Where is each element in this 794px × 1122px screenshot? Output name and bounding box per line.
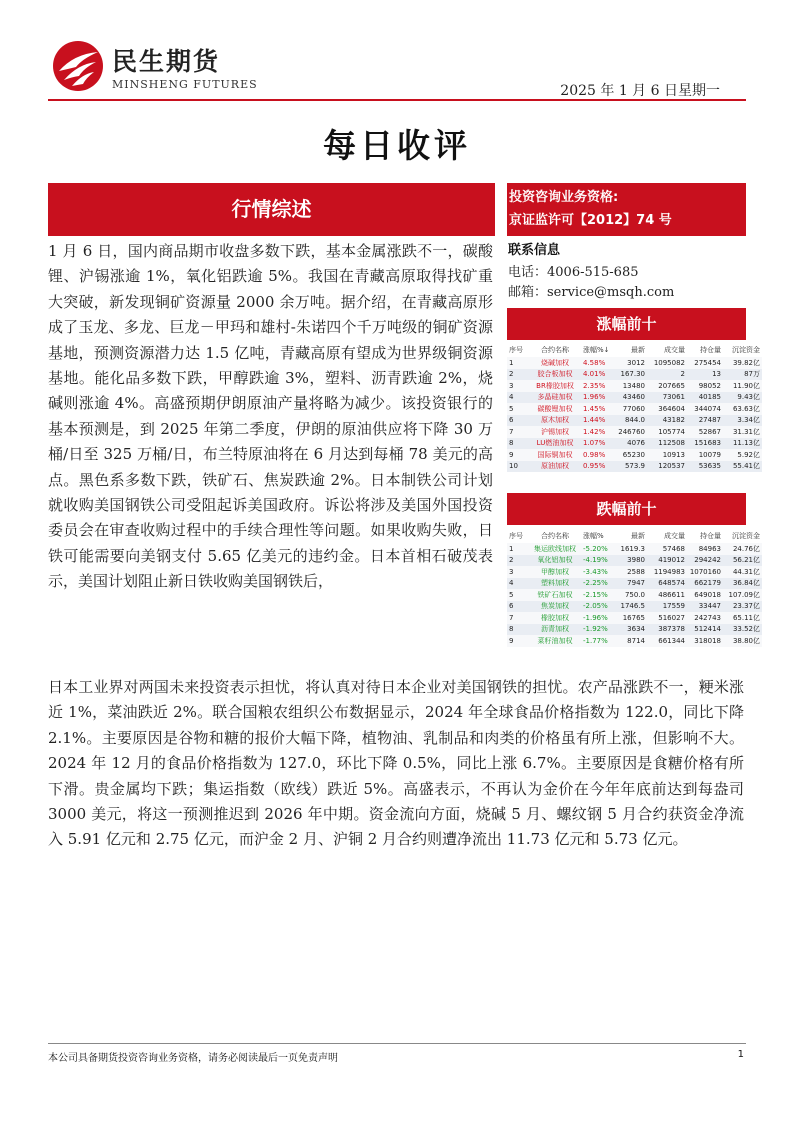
column-header: 成交量 — [664, 346, 685, 354]
table-cell: 塑料加权 — [529, 578, 581, 590]
table-cell: 2588 — [615, 566, 647, 578]
contact-heading: 联系信息 — [508, 243, 561, 258]
table-cell: 7 — [507, 426, 529, 438]
table-cell: 2 — [647, 369, 687, 381]
table-cell: -3.43% — [581, 566, 615, 578]
column-header: 最新 — [631, 346, 645, 354]
table-cell: -5.20% — [581, 543, 615, 555]
table-cell: 10913 — [647, 449, 687, 461]
table-cell: 国际铜加权 — [529, 449, 581, 461]
table-cell: 5 — [507, 403, 529, 415]
report-date: 2025 年 1 月 6 日星期一 — [560, 83, 720, 99]
table-cell: 多晶硅加权 — [529, 392, 581, 404]
section-title-banner: 行情综述 — [48, 183, 495, 236]
table-cell: 0.95% — [581, 461, 615, 473]
page-title: 每日收评 — [323, 126, 471, 165]
table-cell: 11.13亿 — [723, 438, 762, 450]
footer-disclaimer: 本公司具备期货投资咨询业务资格，请务必阅读最后一页免责声明 — [48, 1053, 338, 1064]
table-cell: 207665 — [647, 380, 687, 392]
column-header: 持仓量 — [700, 346, 721, 354]
table-cell: 3 — [507, 566, 529, 578]
table-cell: 3.34亿 — [723, 415, 762, 427]
table-cell: -1.92% — [581, 624, 615, 636]
table-cell: 8 — [507, 438, 529, 450]
table-cell: 17559 — [647, 601, 687, 613]
table-cell: 65230 — [615, 449, 647, 461]
table-cell: 1.42% — [581, 426, 615, 438]
table-cell: 6 — [507, 415, 529, 427]
table-cell: 84963 — [687, 543, 723, 555]
table-cell: 1.96% — [581, 392, 615, 404]
brand-name-en: MINSHENG FUTURES — [112, 78, 258, 91]
qualification-box — [507, 183, 746, 236]
table-cell: 33.52亿 — [723, 624, 762, 636]
table-cell: 氧化铝加权 — [529, 555, 581, 567]
table-row — [507, 403, 762, 415]
column-header: 序号 — [509, 532, 523, 540]
table-cell: 6 — [507, 601, 529, 613]
table-cell: 648574 — [647, 578, 687, 590]
table-cell: 167.30 — [615, 369, 647, 381]
table-cell: 1 — [507, 543, 529, 555]
table-cell: 8 — [507, 624, 529, 636]
table-cell: 40185 — [687, 392, 723, 404]
table-cell: 原木加权 — [529, 415, 581, 427]
table-cell: 246760 — [615, 426, 647, 438]
table-row — [507, 601, 762, 613]
column-header: 成交量 — [664, 532, 685, 540]
table-cell: 10 — [507, 461, 529, 473]
top-losers-title: 跌幅前十 — [507, 493, 746, 525]
table-cell: -2.05% — [581, 601, 615, 613]
table-cell: 55.41亿 — [723, 461, 762, 473]
table-cell: 沪锡加权 — [529, 426, 581, 438]
table-cell: 7947 — [615, 578, 647, 590]
table-cell: 1095082 — [647, 357, 687, 369]
table-cell: 43460 — [615, 392, 647, 404]
table-cell: 38.80亿 — [723, 635, 762, 647]
table-cell: LU燃油加权 — [529, 438, 581, 450]
table-cell: 1070160 — [687, 566, 723, 578]
table-cell: 44.31亿 — [723, 566, 762, 578]
table-cell: 1.45% — [581, 403, 615, 415]
table-cell: 39.82亿 — [723, 357, 762, 369]
table-cell: 2 — [507, 369, 529, 381]
table-cell: 516027 — [647, 612, 687, 624]
table-cell: 9.43亿 — [723, 392, 762, 404]
table-cell: 焦炭加权 — [529, 601, 581, 613]
table-cell: 649018 — [687, 589, 723, 601]
top-gainers-table — [507, 343, 762, 472]
table-cell: 原油加权 — [529, 461, 581, 473]
table-cell: 73061 — [647, 392, 687, 404]
table-cell: 344074 — [687, 403, 723, 415]
table-cell: 2.35% — [581, 380, 615, 392]
table-cell: 98052 — [687, 380, 723, 392]
table-cell: 512414 — [687, 624, 723, 636]
table-cell: 112508 — [647, 438, 687, 450]
page-number: 1 — [737, 1049, 744, 1060]
table-cell: 318018 — [687, 635, 723, 647]
table-row — [507, 461, 762, 473]
table-cell: 43182 — [647, 415, 687, 427]
table-cell: 242743 — [687, 612, 723, 624]
table-cell: 5.92亿 — [723, 449, 762, 461]
table-cell: 甲醇加权 — [529, 566, 581, 578]
table-cell: 294242 — [687, 555, 723, 567]
table-cell: 750.0 — [615, 589, 647, 601]
table-row — [507, 357, 762, 369]
table-cell: 烧碱加权 — [529, 357, 581, 369]
table-cell: 63.63亿 — [723, 403, 762, 415]
table-cell: 碳酸锂加权 — [529, 403, 581, 415]
top-gainers-title: 涨幅前十 — [507, 308, 746, 340]
column-header: 序号 — [509, 346, 523, 354]
market-summary-paragraph-continued: 日本工业界对两国未来投资表示担忧，将认真对待日本企业对美国钢铁的担忧。农产品涨跌不一，粳米涨近 1%，菜油跌近 2%。联合国粮农组织公布数据显示，2024 年全球食品价格指数为 122.0，同比下降 2.1%。主要原因是谷物和糖的报价大幅下降，植物油、乳制品和肉类的价格虽有所上涨，但影响不大。2024 年 12 月的食品价格指数为 127.0，环比下降 0.5%，同比上涨 6.7%。主要原因是食糖价格有所下滑。贵金属均下跌；集运指数（欧线）跌近 5%。高盛表示，不再认为金价在今年年底前达到每盎司 3000 美元，将这一预测推迟到 2026 年中期。资金流向方面，烧碱 5 月、螺纹钢 5 月合约获资金净流入 5.91 亿元和 2.75 亿元，而沪金 2 月、沪铜 2 月合约则遭净流出 11.73 亿元和 5.73 亿元。 — [48, 678, 744, 849]
table-cell: 1.44% — [581, 415, 615, 427]
qualification-line-1: 投资咨询业务资格: — [509, 190, 619, 205]
table-cell: -4.19% — [581, 555, 615, 567]
market-summary-paragraph: 1 月 6 日，国内商品期市收盘多数下跌，基本金属涨跌不一，碳酸锂、沪锡涨逾 1%，氧化铝跌逾 5%。我国在青藏高原取得找矿重大突破，新发现铜矿资源量 2000 余万吨。据介绍，在青藏高原形成了玉龙、多龙、巨龙－甲玛和雄村-朱诺四个千万吨级的铜矿资源基地，预测资源潜力达 1.5 亿吨，青藏高原有望成为世界级铜资源基地。能化品多数下跌，甲醇跌逾 3%，塑料、沥青跌逾 2%，烧碱则涨逾 4%。高盛预期伊朗原油产量将略为减少。该投资银行的基本预测是，到 2025 年第二季度，伊朗的原油供应将下降 30 万桶/日至 325 万桶/日，布兰特原油将在 6 月达到每桶 78 美元的高点。黑色系多数下跌，铁矿石、焦炭跌逾 2%。日本制铁公司计划就收购美国钢铁公司受阻起诉美国政府。诉讼将涉及美国外国投资委员会在审查收购过程中的手续合理性等问题。如果收购失败，日铁可能需要向美钢支付 5.65 亿美元的违约金。日本首相石破茂表示，美国计划阻止新日铁收购美国钢铁后， — [48, 242, 493, 591]
table-row — [507, 369, 762, 381]
table-cell: 沥青加权 — [529, 624, 581, 636]
table-row — [507, 380, 762, 392]
header-divider — [48, 99, 746, 101]
table-cell: 53635 — [687, 461, 723, 473]
table-cell: 387378 — [647, 624, 687, 636]
table-cell: 5 — [507, 589, 529, 601]
table-row — [507, 543, 762, 555]
table-cell: 0.98% — [581, 449, 615, 461]
table-cell: 1.07% — [581, 438, 615, 450]
table-cell: 菜籽油加权 — [529, 635, 581, 647]
table-cell: 56.21亿 — [723, 555, 762, 567]
table-row — [507, 449, 762, 461]
column-header: 涨幅%↓ — [583, 346, 610, 354]
table-cell: 铁矿石加权 — [529, 589, 581, 601]
table-row — [507, 624, 762, 636]
table-row — [507, 612, 762, 624]
column-header: 合约名称 — [541, 532, 569, 540]
table-row — [507, 415, 762, 427]
table-cell: 107.09亿 — [723, 589, 762, 601]
table-row — [507, 589, 762, 601]
column-header: 持仓量 — [700, 532, 721, 540]
table-cell: 27487 — [687, 415, 723, 427]
table-cell: -2.25% — [581, 578, 615, 590]
table-cell: 661344 — [647, 635, 687, 647]
table-row — [507, 392, 762, 404]
table-cell: 23.37亿 — [723, 601, 762, 613]
column-header: 最新 — [631, 532, 645, 540]
table-cell: 橡胶加权 — [529, 612, 581, 624]
column-header: 合约名称 — [541, 346, 569, 354]
table-cell: 4 — [507, 392, 529, 404]
column-header: 涨幅% — [583, 532, 604, 540]
table-cell: 3980 — [615, 555, 647, 567]
table-row — [507, 426, 762, 438]
table-cell: 3634 — [615, 624, 647, 636]
column-header: 沉淀资金 — [732, 346, 760, 354]
column-header: 沉淀资金 — [732, 532, 760, 540]
table-cell: 8714 — [615, 635, 647, 647]
table-cell: 52867 — [687, 426, 723, 438]
top-losers-table — [507, 529, 762, 647]
table-cell: -1.96% — [581, 612, 615, 624]
table-cell: 419012 — [647, 555, 687, 567]
table-row — [507, 578, 762, 590]
contact-email: 邮箱：service@msqh.com — [508, 285, 675, 300]
table-cell: 33447 — [687, 601, 723, 613]
table-cell: 31.31亿 — [723, 426, 762, 438]
table-cell: 573.9 — [615, 461, 647, 473]
table-cell: 1 — [507, 357, 529, 369]
table-cell: 集运欧线加权 — [529, 543, 581, 555]
table-cell: 1619.3 — [615, 543, 647, 555]
table-cell: 3012 — [615, 357, 647, 369]
table-cell: 10079 — [687, 449, 723, 461]
table-cell: 120537 — [647, 461, 687, 473]
table-cell: 364604 — [647, 403, 687, 415]
company-logo-icon — [52, 40, 104, 92]
table-row — [507, 555, 762, 567]
table-cell: 16765 — [615, 612, 647, 624]
table-cell: 486611 — [647, 589, 687, 601]
table-cell: 2 — [507, 555, 529, 567]
table-cell: 1746.5 — [615, 601, 647, 613]
table-header-row — [507, 529, 762, 543]
table-cell: 3 — [507, 380, 529, 392]
footer-divider — [48, 1043, 746, 1044]
table-cell: 7 — [507, 612, 529, 624]
table-cell: 77060 — [615, 403, 647, 415]
table-cell: 1194983 — [647, 566, 687, 578]
table-cell: 13480 — [615, 380, 647, 392]
table-cell: 105774 — [647, 426, 687, 438]
table-cell: 36.84亿 — [723, 578, 762, 590]
table-cell: 662179 — [687, 578, 723, 590]
table-cell: 胶合板加权 — [529, 369, 581, 381]
qualification-line-2: 京证监许可【2012】74 号 — [509, 213, 672, 228]
table-cell: 57468 — [647, 543, 687, 555]
table-cell: -2.15% — [581, 589, 615, 601]
table-cell: 4.58% — [581, 357, 615, 369]
table-cell: 65.11亿 — [723, 612, 762, 624]
table-cell: 844.0 — [615, 415, 647, 427]
table-cell: 11.90亿 — [723, 380, 762, 392]
table-cell: -1.77% — [581, 635, 615, 647]
table-cell: 4 — [507, 578, 529, 590]
table-row — [507, 635, 762, 647]
table-cell: 87万 — [723, 369, 762, 381]
table-cell: 24.76亿 — [723, 543, 762, 555]
table-row — [507, 566, 762, 578]
table-cell: 13 — [687, 369, 723, 381]
contact-phone: 电话：4006-515-685 — [508, 265, 639, 280]
table-cell: 4076 — [615, 438, 647, 450]
table-cell: 151683 — [687, 438, 723, 450]
table-cell: 275454 — [687, 357, 723, 369]
table-cell: 9 — [507, 449, 529, 461]
table-cell: 9 — [507, 635, 529, 647]
table-cell: 4.01% — [581, 369, 615, 381]
table-row — [507, 438, 762, 450]
table-cell: BR橡胶加权 — [529, 380, 581, 392]
brand-name-cn: 民生期货 — [112, 47, 221, 76]
table-header-row — [507, 343, 762, 357]
